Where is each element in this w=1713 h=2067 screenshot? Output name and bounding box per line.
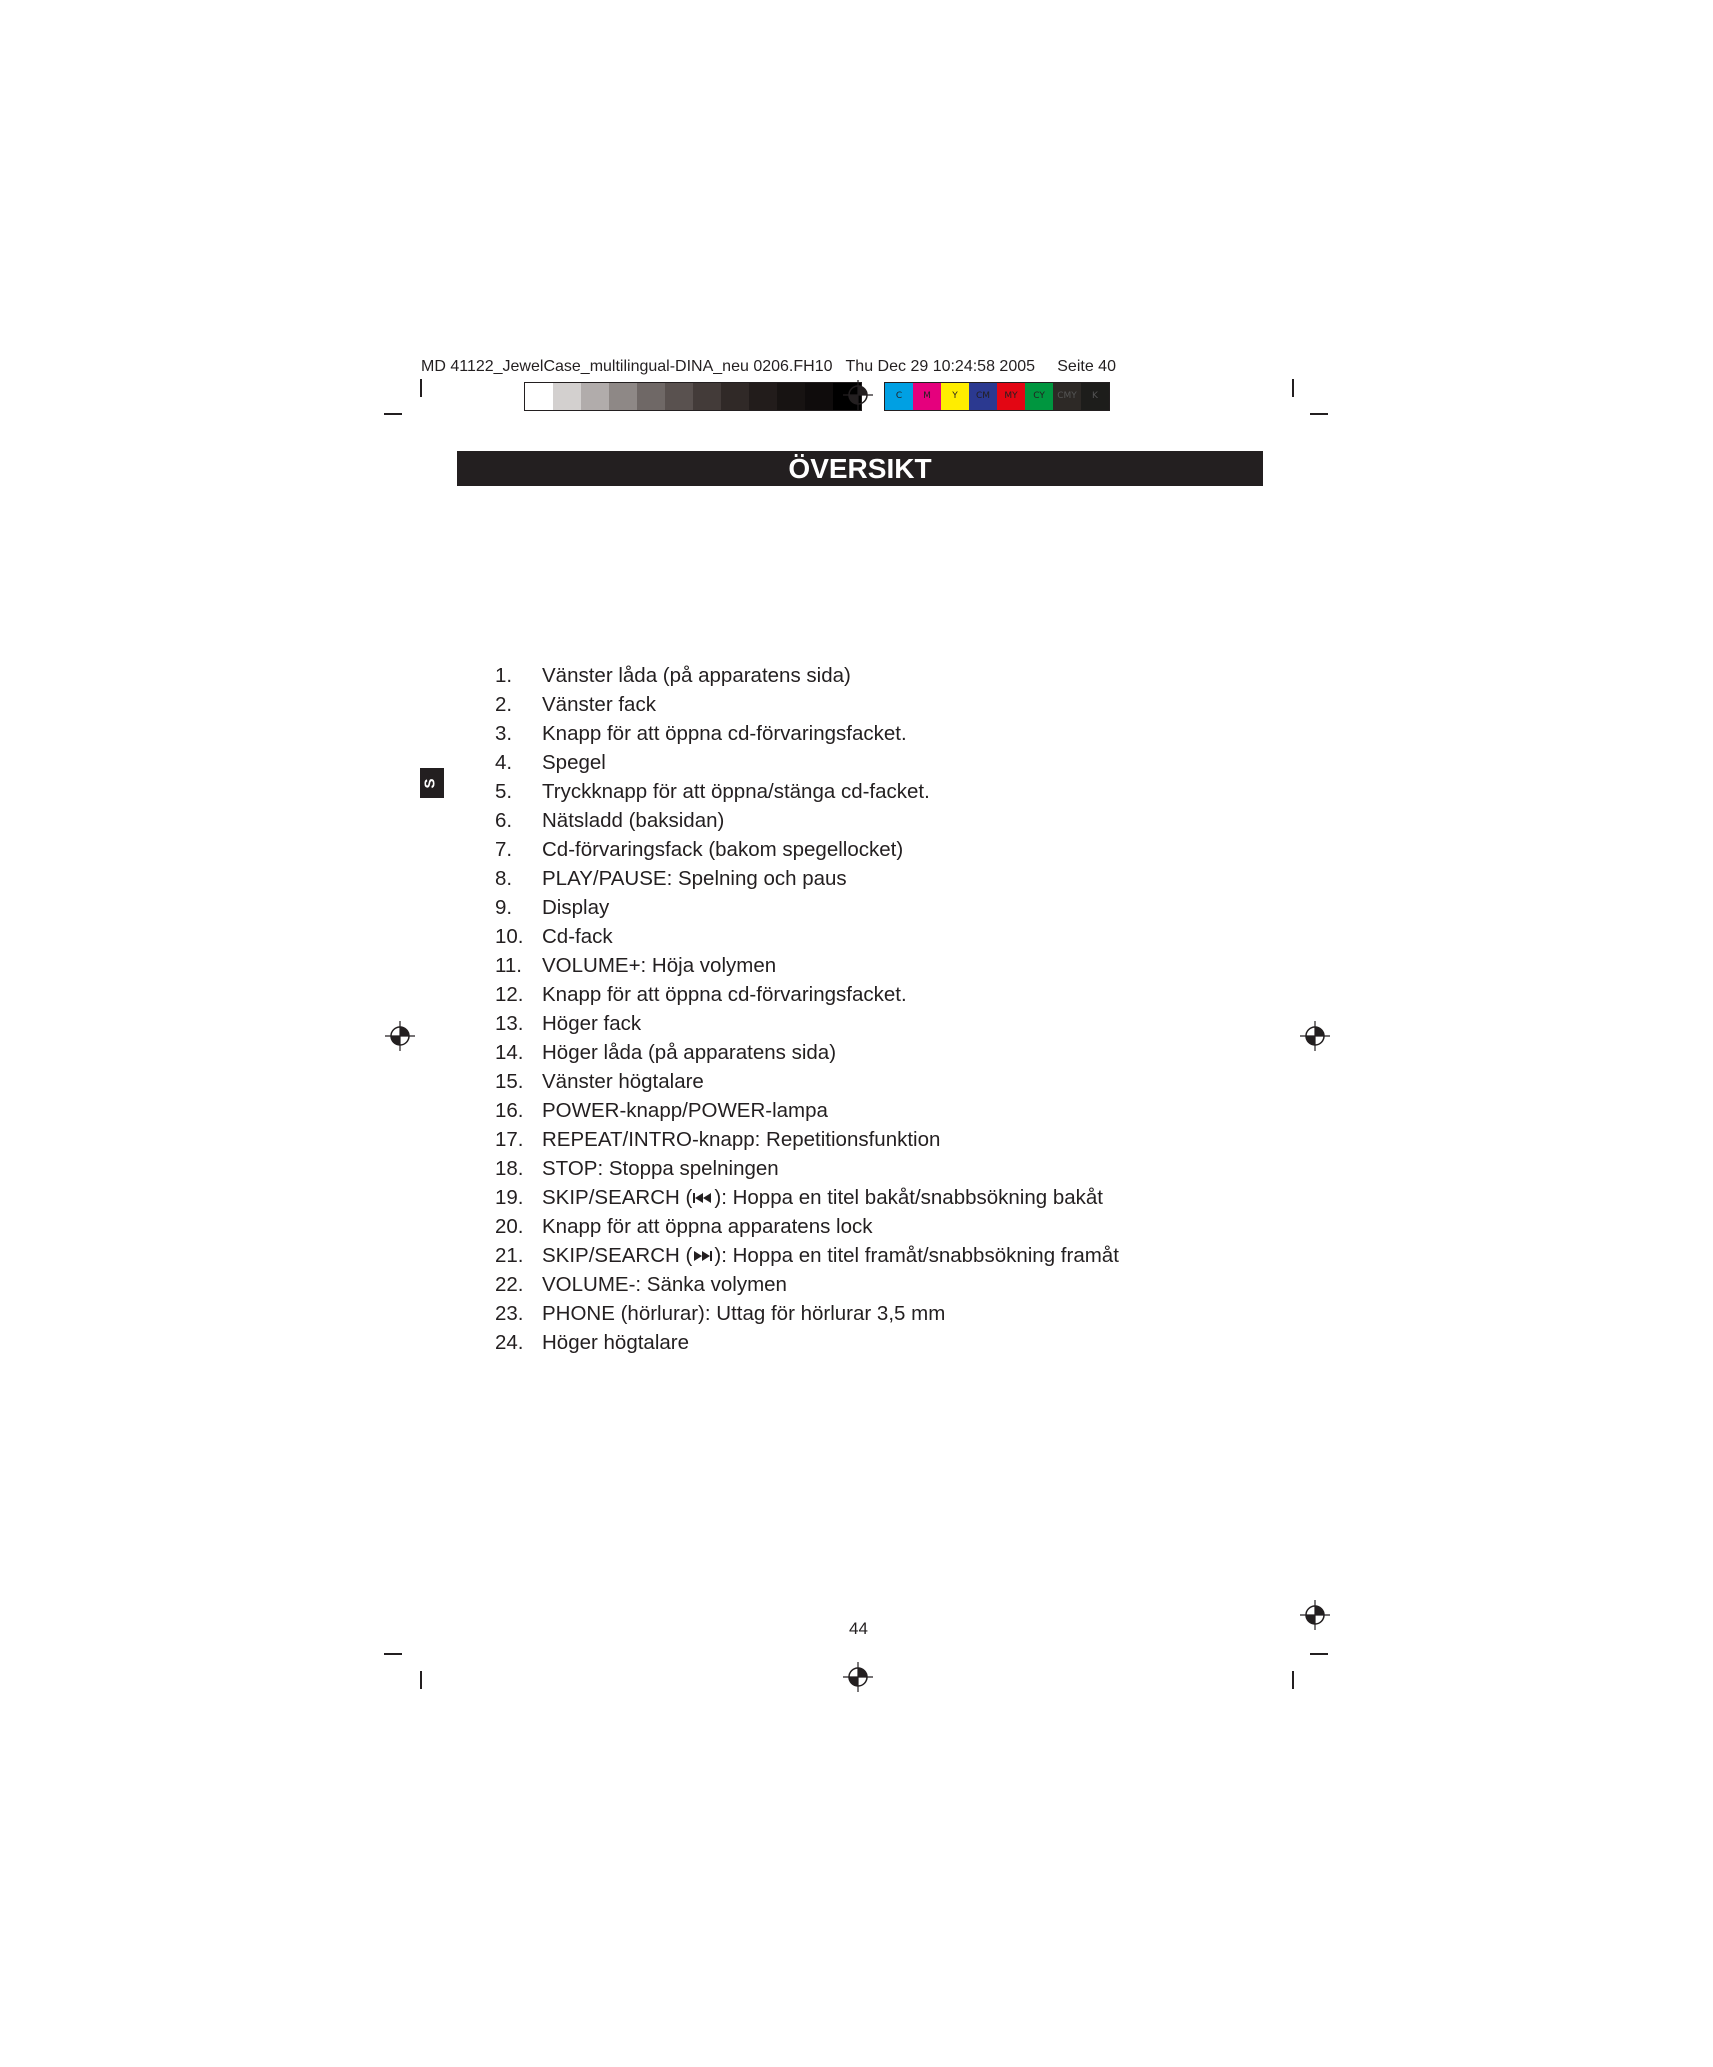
list-item-number: 18. bbox=[495, 1157, 524, 1180]
list-item bbox=[495, 661, 1119, 690]
list-item-text: SKIP/SEARCH ( bbox=[542, 1244, 693, 1267]
crop-mark bbox=[1310, 1653, 1328, 1655]
list-item-number: 23. bbox=[495, 1302, 524, 1325]
color-swatch: M bbox=[913, 383, 941, 410]
list-item bbox=[495, 893, 1119, 922]
list-item bbox=[495, 1125, 1119, 1154]
slug-timestamp: Thu Dec 29 10:24:58 2005 bbox=[845, 358, 1036, 375]
grey-swatch bbox=[777, 383, 805, 410]
page-number: 44 bbox=[849, 1619, 868, 1638]
print-slug bbox=[421, 358, 1116, 376]
page-title: ÖVERSIKT bbox=[457, 451, 1263, 486]
list-item-number: 2. bbox=[495, 693, 513, 716]
list-item-text: Höger fack bbox=[542, 1012, 642, 1035]
list-item bbox=[495, 1328, 1119, 1357]
list-item-number: 12. bbox=[495, 983, 524, 1006]
list-item-text: PLAY/PAUSE: Spelning och paus bbox=[542, 867, 847, 890]
list-item-text: Knapp för att öppna cd-förvaringsfacket. bbox=[542, 983, 907, 1006]
crop-mark bbox=[420, 379, 422, 397]
color-swatch: Y bbox=[941, 383, 969, 410]
list-item-number: 10. bbox=[495, 925, 524, 948]
list-item bbox=[495, 719, 1119, 748]
color-swatch: K bbox=[1081, 383, 1109, 410]
list-item bbox=[495, 748, 1119, 777]
registration-mark-icon bbox=[843, 380, 873, 410]
slug-file: MD 41122_JewelCase_multilingual-DINA_neu 0206.FH10 bbox=[421, 358, 833, 375]
list-item bbox=[495, 1241, 1119, 1270]
list-item-number: 13. bbox=[495, 1012, 524, 1035]
list-item-number: 14. bbox=[495, 1041, 524, 1064]
list-item bbox=[495, 1212, 1119, 1241]
crop-mark bbox=[1310, 413, 1328, 415]
list-item-number: 11. bbox=[495, 954, 522, 977]
list-item-number: 1. bbox=[495, 664, 513, 687]
list-item-text: Vänster högtalare bbox=[542, 1070, 704, 1093]
list-item-text: Vänster fack bbox=[542, 693, 656, 716]
list-item bbox=[495, 1038, 1119, 1067]
grey-scale-bar bbox=[524, 382, 862, 411]
list-item-text: ): Hoppa en titel bakåt/snabbsökning bakåt bbox=[714, 1186, 1103, 1209]
list-item-text: Knapp för att öppna cd-förvaringsfacket. bbox=[542, 722, 907, 745]
crop-mark bbox=[384, 1653, 402, 1655]
language-tab-label: S bbox=[421, 778, 439, 789]
list-item bbox=[495, 864, 1119, 893]
skip-back-icon bbox=[692, 1190, 714, 1206]
list-item bbox=[495, 1299, 1119, 1328]
list-item-number: 20. bbox=[495, 1215, 524, 1238]
list-item-text: STOP: Stoppa spelningen bbox=[542, 1157, 779, 1180]
list-item bbox=[495, 1270, 1119, 1299]
list-item-text: Cd-förvaringsfack (bakom spegellocket) bbox=[542, 838, 904, 861]
color-swatch: C bbox=[885, 383, 913, 410]
list-item bbox=[495, 922, 1119, 951]
list-item-number: 24. bbox=[495, 1331, 524, 1354]
list-item-number: 15. bbox=[495, 1070, 524, 1093]
list-item-number: 7. bbox=[495, 838, 513, 861]
list-item bbox=[495, 806, 1119, 835]
grey-swatch bbox=[805, 383, 833, 410]
color-swatch: CMY bbox=[1053, 383, 1081, 410]
slug-page-ref: Seite 40 bbox=[1057, 358, 1116, 375]
skip-forward-icon bbox=[692, 1248, 714, 1264]
list-item bbox=[495, 835, 1119, 864]
list-item bbox=[495, 951, 1119, 980]
grey-swatch bbox=[665, 383, 693, 410]
overview-list bbox=[495, 661, 1119, 1357]
crop-mark bbox=[420, 1671, 422, 1689]
list-item-number: 19. bbox=[495, 1186, 524, 1209]
list-item-number: 3. bbox=[495, 722, 513, 745]
list-item-text: Tryckknapp för att öppna/stänga cd-facket. bbox=[542, 780, 930, 803]
list-item-text: Cd-fack bbox=[542, 925, 613, 948]
list-item-text: Nätsladd (baksidan) bbox=[542, 809, 725, 832]
crop-mark bbox=[1292, 379, 1294, 397]
list-item-text: Vänster låda (på apparatens sida) bbox=[542, 664, 851, 687]
list-item-number: 17. bbox=[495, 1128, 524, 1151]
list-item-text: REPEAT/INTRO-knapp: Repetitionsfunktion bbox=[542, 1128, 941, 1151]
list-item-number: 8. bbox=[495, 867, 513, 890]
crop-mark bbox=[384, 413, 402, 415]
list-item-number: 16. bbox=[495, 1099, 524, 1122]
grey-swatch bbox=[693, 383, 721, 410]
list-item-number: 21. bbox=[495, 1244, 524, 1267]
process-color-bar bbox=[884, 382, 1110, 411]
list-item-number: 4. bbox=[495, 751, 513, 774]
grey-swatch bbox=[749, 383, 777, 410]
list-item bbox=[495, 690, 1119, 719]
grey-swatch bbox=[609, 383, 637, 410]
registration-mark-icon bbox=[843, 1662, 873, 1692]
registration-mark-icon bbox=[1300, 1021, 1330, 1051]
list-item-text: PHONE (hörlurar): Uttag för hörlurar 3,5 mm bbox=[542, 1302, 946, 1325]
list-item bbox=[495, 1067, 1119, 1096]
registration-mark-icon bbox=[1300, 1600, 1330, 1630]
list-item-text: Display bbox=[542, 896, 610, 919]
grey-swatch bbox=[721, 383, 749, 410]
language-tab bbox=[420, 768, 444, 798]
list-item bbox=[495, 777, 1119, 806]
list-item-number: 6. bbox=[495, 809, 513, 832]
list-item bbox=[495, 1183, 1119, 1212]
list-item-text: Spegel bbox=[542, 751, 606, 774]
list-item-text: Höger högtalare bbox=[542, 1331, 690, 1354]
list-item-text: POWER-knapp/POWER-lampa bbox=[542, 1099, 828, 1122]
list-item bbox=[495, 1096, 1119, 1125]
color-swatch: MY bbox=[997, 383, 1025, 410]
crop-mark bbox=[1292, 1671, 1294, 1689]
list-item bbox=[495, 980, 1119, 1009]
list-item-number: 5. bbox=[495, 780, 513, 803]
color-swatch: CM bbox=[969, 383, 997, 410]
list-item-number: 22. bbox=[495, 1273, 524, 1296]
color-swatch: CY bbox=[1025, 383, 1053, 410]
grey-swatch bbox=[525, 383, 553, 410]
list-item bbox=[495, 1009, 1119, 1038]
list-item-text: Höger låda (på apparatens sida) bbox=[542, 1041, 837, 1064]
list-item-text: Knapp för att öppna apparatens lock bbox=[542, 1215, 873, 1238]
grey-swatch bbox=[637, 383, 665, 410]
list-item-text: ): Hoppa en titel framåt/snabbsökning framåt bbox=[714, 1244, 1119, 1267]
list-item-text: VOLUME-: Sänka volymen bbox=[542, 1273, 787, 1296]
list-item bbox=[495, 1154, 1119, 1183]
list-item-text: VOLUME+: Höja volymen bbox=[542, 954, 777, 977]
list-item-number: 9. bbox=[495, 896, 513, 919]
list-item-text: SKIP/SEARCH ( bbox=[542, 1186, 693, 1209]
grey-swatch bbox=[581, 383, 609, 410]
grey-swatch bbox=[553, 383, 581, 410]
registration-mark-icon bbox=[385, 1021, 415, 1051]
